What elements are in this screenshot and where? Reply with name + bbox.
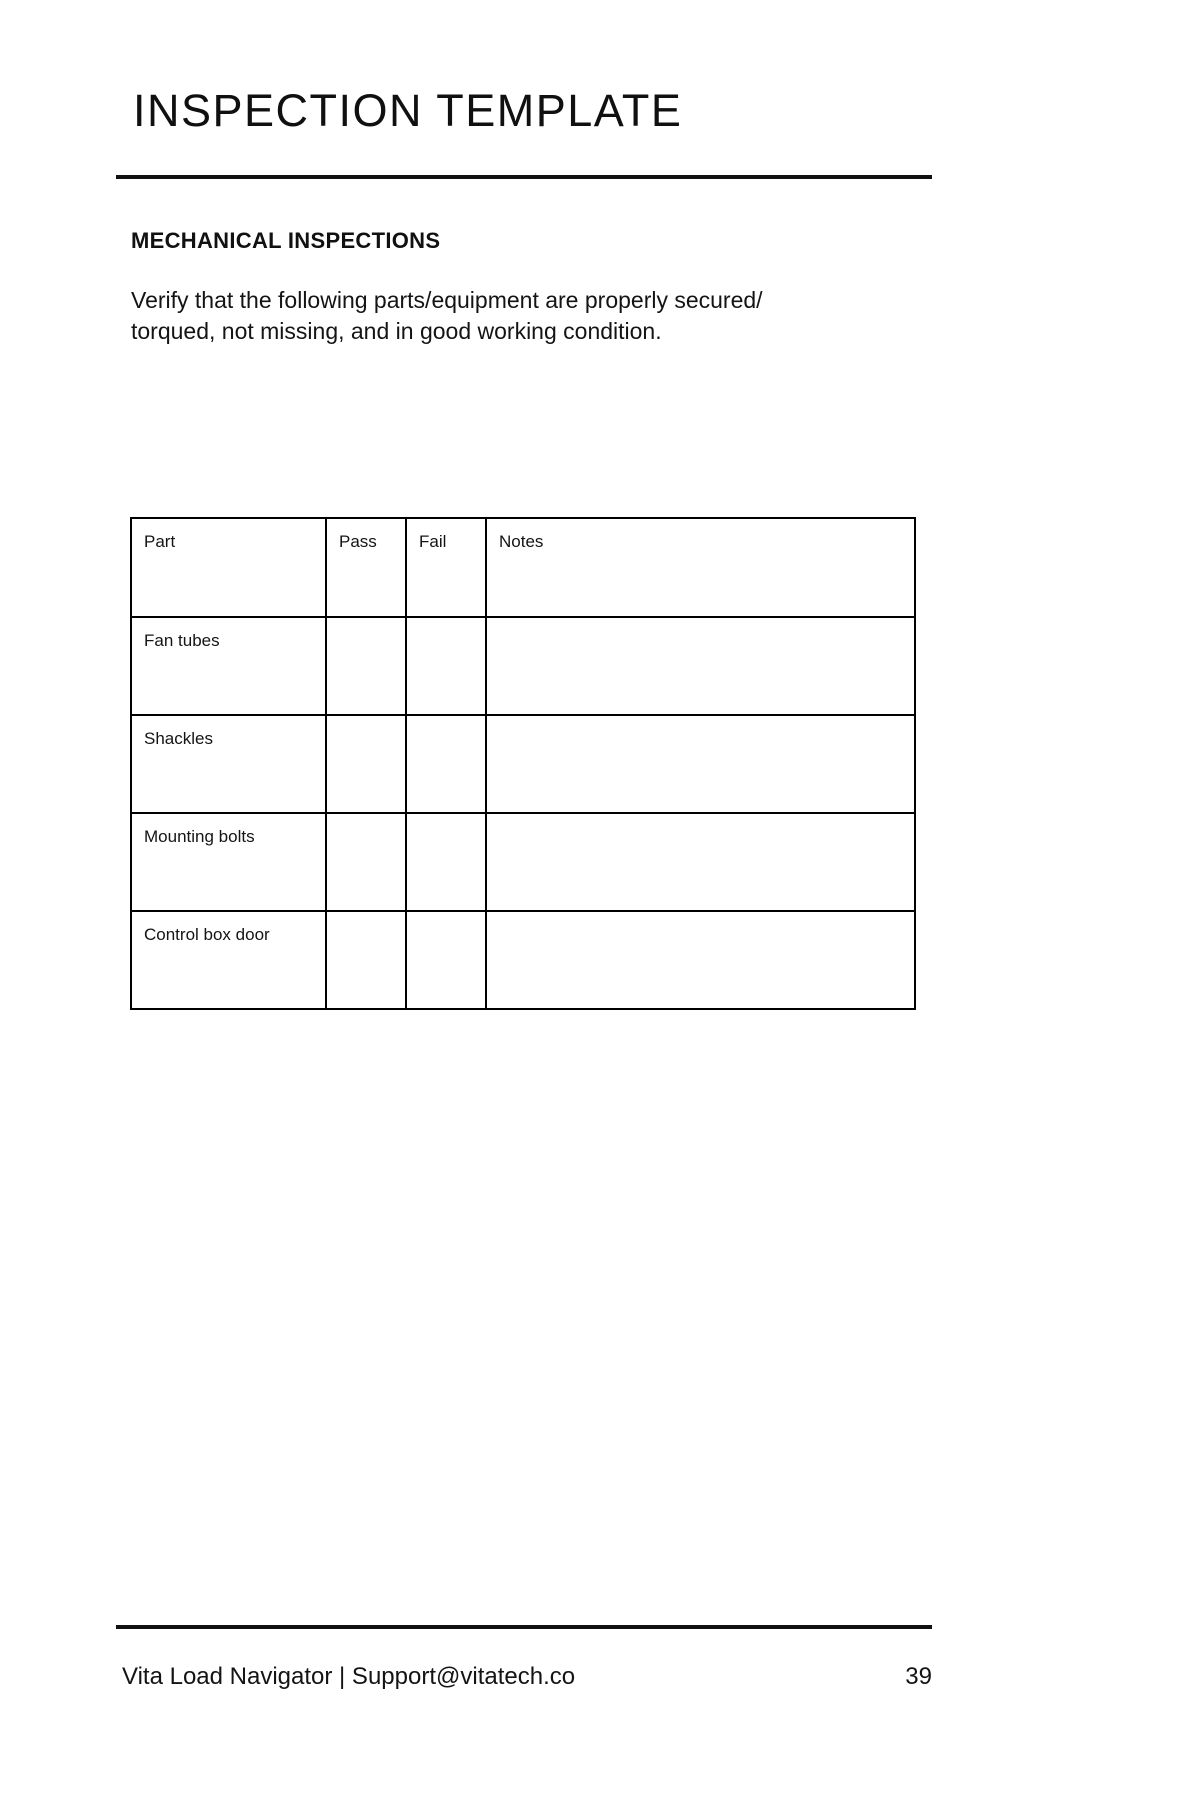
table-header-row xyxy=(131,518,915,617)
section-paragraph xyxy=(131,285,921,347)
column-header-notes-label: Notes xyxy=(499,532,544,551)
cell-part xyxy=(131,911,326,1009)
table-row xyxy=(131,813,915,911)
column-header-notes xyxy=(486,518,915,617)
header-divider xyxy=(116,175,932,179)
column-header-part xyxy=(131,518,326,617)
cell-notes[interactable] xyxy=(486,715,915,813)
paragraph-line-2: torqued, not missing, and in good working condition. xyxy=(131,318,662,344)
cell-pass[interactable] xyxy=(326,617,406,715)
cell-part xyxy=(131,813,326,911)
column-header-part-label: Part xyxy=(144,532,176,551)
footer-divider xyxy=(116,1625,932,1629)
cell-fail[interactable] xyxy=(406,813,486,911)
part-label: Control box door xyxy=(144,925,270,944)
cell-notes[interactable] xyxy=(486,813,915,911)
part-label: Fan tubes xyxy=(144,631,220,650)
part-label: Shackles xyxy=(144,729,213,748)
inspection-table xyxy=(130,517,916,1010)
table-row xyxy=(131,715,915,813)
part-label: Mounting bolts xyxy=(144,827,255,846)
paragraph-line-1: Verify that the following parts/equipment are properly secured/ xyxy=(131,287,763,313)
page-title: INSPECTION TEMPLATE xyxy=(133,85,683,136)
cell-part xyxy=(131,617,326,715)
section-heading: MECHANICAL INSPECTIONS xyxy=(131,228,441,253)
cell-fail[interactable] xyxy=(406,617,486,715)
cell-fail[interactable] xyxy=(406,911,486,1009)
column-header-pass-label: Pass xyxy=(339,532,377,551)
cell-pass[interactable] xyxy=(326,813,406,911)
cell-notes[interactable] xyxy=(486,617,915,715)
cell-pass[interactable] xyxy=(326,911,406,1009)
cell-fail[interactable] xyxy=(406,715,486,813)
column-header-pass xyxy=(326,518,406,617)
footer-text: Vita Load Navigator | Support@vitatech.co xyxy=(122,1663,576,1690)
cell-notes[interactable] xyxy=(486,911,915,1009)
cell-pass[interactable] xyxy=(326,715,406,813)
cell-part xyxy=(131,715,326,813)
table-row xyxy=(131,617,915,715)
page-number: 39 xyxy=(905,1663,932,1690)
column-header-fail xyxy=(406,518,486,617)
table-row xyxy=(131,911,915,1009)
column-header-fail-label: Fail xyxy=(419,532,447,551)
